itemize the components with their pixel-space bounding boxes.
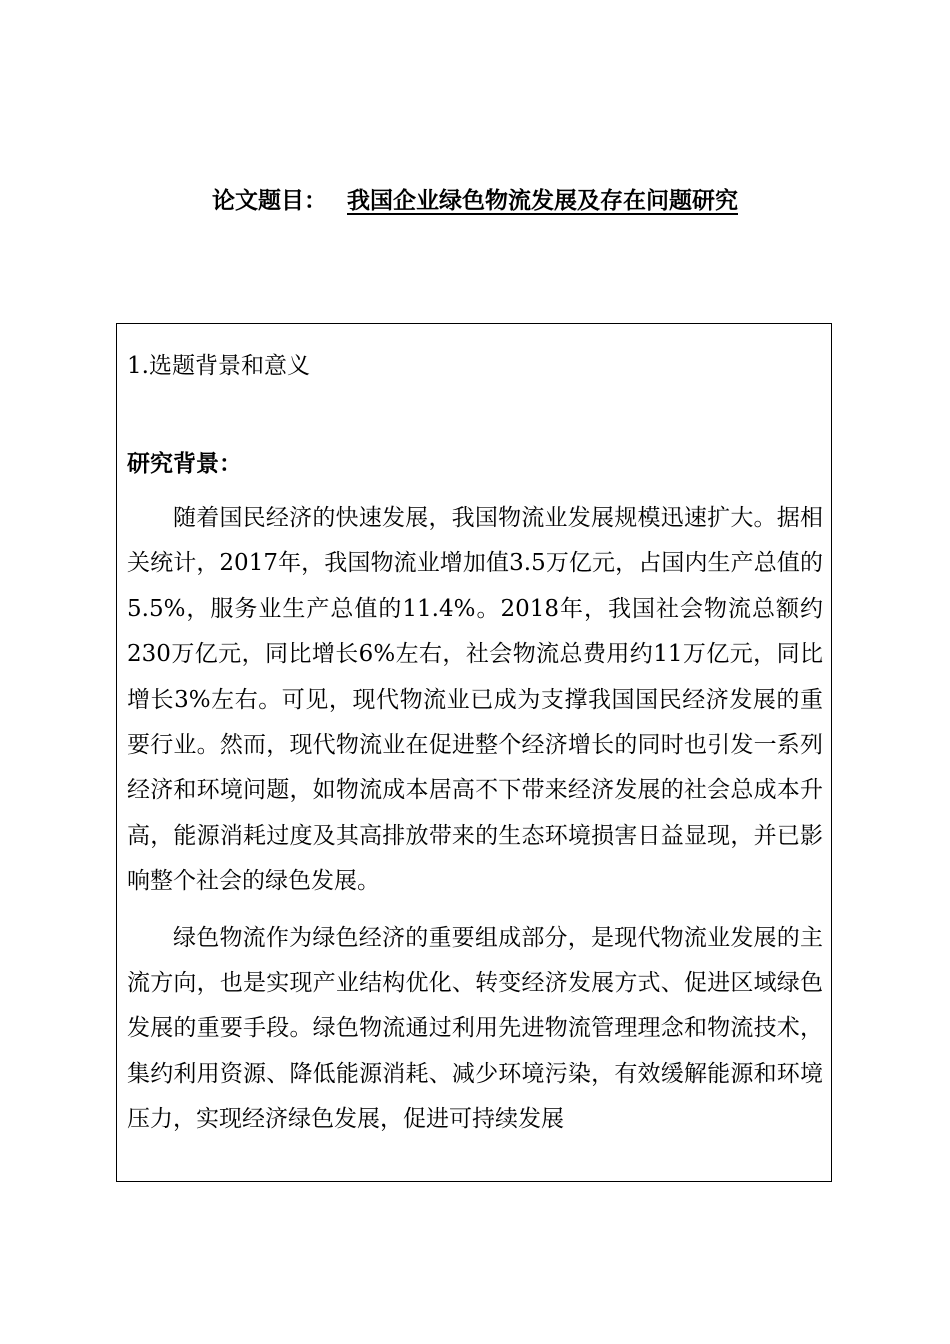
page-title (0, 183, 950, 219)
content-box (116, 323, 832, 1182)
title-label: 论文题目： (212, 188, 327, 214)
thesis-title: 我国企业绿色物流发展及存在问题研究 (347, 188, 738, 214)
paragraph: 随着国民经济的快速发展，我国物流业发展规模迅速扩大。据相关统计，2017年，我国物流业增加值3.5万亿元，占国内生产总值的5.5%，服务业生产总值的11.4%。2018年，我国社会物流总额约230万亿元，同比增长6%左右，社会物流总费用约11万亿元，同比增长3%左右。可见，现代物流业已成为支撑我国国民经济发展的重要行业。然而，现代物流业在促进整个经济增长的同时也引发一系列经济和环境问题，如物流成本居高不下带来经济发展的社会总成本升高，能源消耗过度及其高排放带来的生态环境损害日益显现，并已影响整个社会的绿色发展。 (127, 505, 823, 895)
paragraph: 绿色物流作为绿色经济的重要组成部分，是现代物流业发展的主流方向，也是实现产业结构优化、转变经济发展方式、促进区域绿色发展的重要手段。绿色物流通过利用先进物流管理理念和物流技术，集约利用资源、降低能源消耗、减少环境污染，有效缓解能源和环境压力，实现经济绿色发展，促进可持续发展 (127, 924, 823, 1133)
research-background-heading: 研究背景： (127, 451, 242, 477)
section-heading: 1.选题背景和意义 (127, 353, 310, 379)
body-text (127, 496, 823, 1143)
